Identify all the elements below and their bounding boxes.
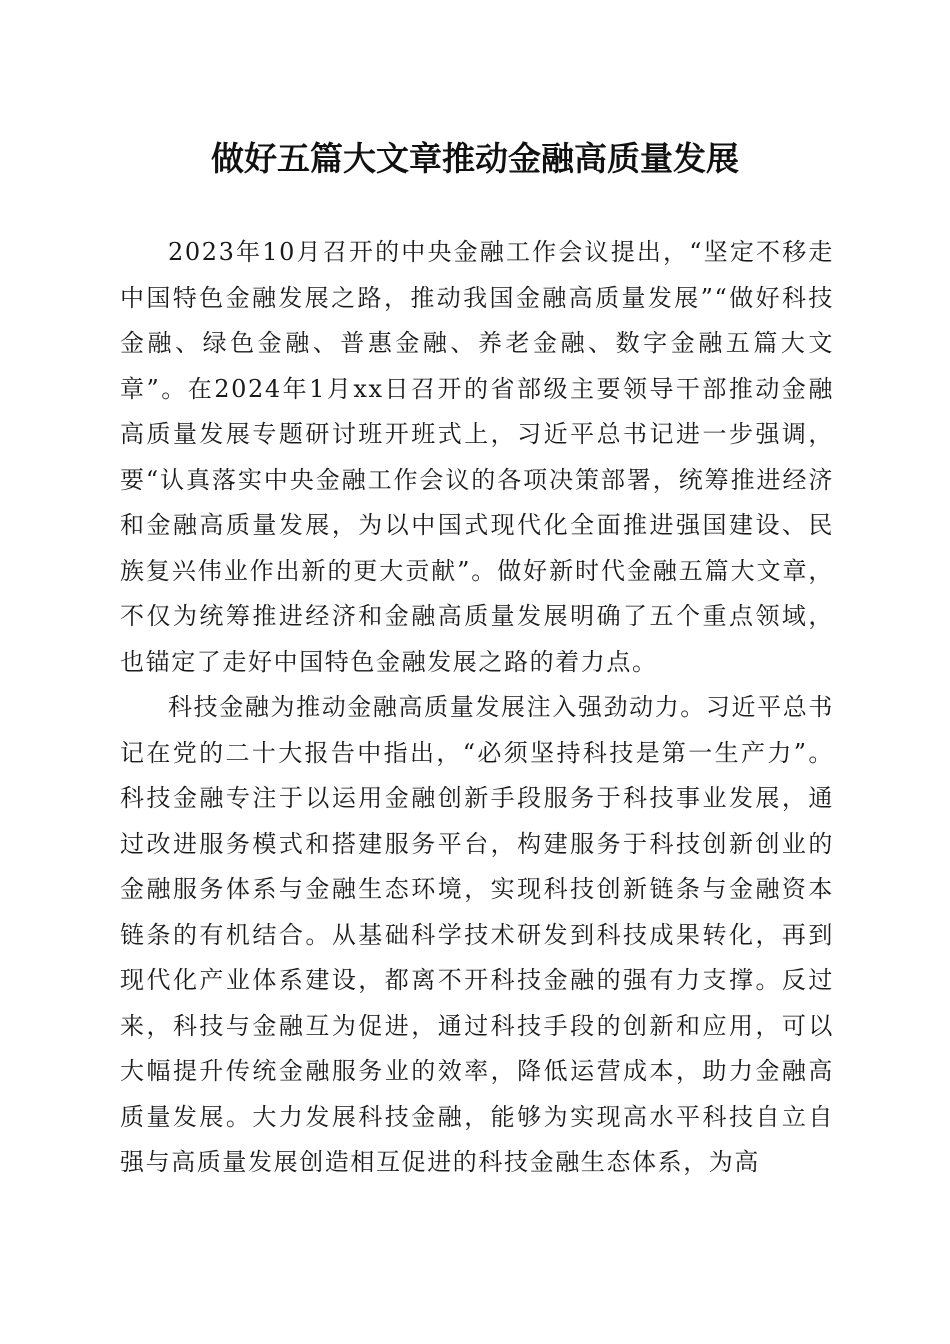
document-title: 做好五篇大文章推动金融高质量发展 [211, 139, 739, 178]
document-body [120, 230, 834, 1186]
paragraph-1: 2023年10月召开的中央金融工作会议提出，“坚定不移走中国特色金融发展之路，推动我国金融高质量发展”“做好科技金融、绿色金融、普惠金融、养老金融、数字金融五篇大文章”。在2024年1月xx日召开的省部级主要领导干部推动金融高质量发展专题研讨班开班式上，习近平总书记进一步强调，要“认真落实中央金融工作会议的各项决策部署，统筹推进经济和金融高质量发展，为以中国式现代化全面推进强国建设、民族复兴伟业作出新的更大贡献”。做好新时代金融五篇大文章，不仅为统筹推进经济和金融高质量发展明确了五个重点领域，也锚定了走好中国特色金融发展之路的着力点。 [120, 238, 834, 676]
paragraph-2: 科技金融为推动金融高质量发展注入强劲动力。习近平总书记在党的二十大报告中指出，“必须坚持科技是第一生产力”。科技金融专注于以运用金融创新手段服务于科技事业发展，通过改进服务模式和搭建服务平台，构建服务于科技创新创业的金融服务体系与金融生态环境，实现科技创新链条与金融资本链条的有机结合。从基础科学技术研发到科技成果转化，再到现代化产业体系建设，都离不开科技金融的强有力支撑。反过来，科技与金融互为促进，通过科技手段的创新和应用，可以大幅提升传统金融服务业的效率，降低运营成本，助力金融高质量发展。大力发展科技金融，能够为实现高水平科技自立自强与高质量发展创造相互促进的科技金融生态体系，为高 [120, 693, 834, 1176]
